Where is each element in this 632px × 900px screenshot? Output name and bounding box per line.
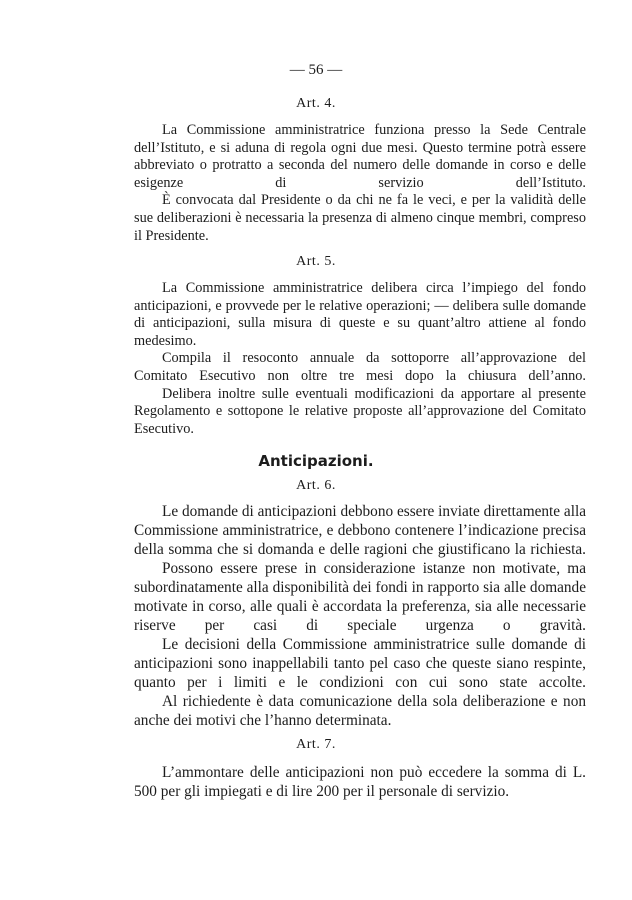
article-5-paragraph-1: La Commissione amministratrice delibera circa l’impiego del fondo anticipazioni, e provvede per le relative operazioni; — delibera sulle domande di anticipazioni, sulla misura di queste e su quant’altro attiene al fondo medesimo. bbox=[134, 280, 586, 349]
article-4-paragraph-1: La Commissione amministratrice funziona presso la Sede Centrale dell’Istituto, e si aduna di regola ogni due mesi. Questo termine potrà essere abbreviato o protratto a seconda del numero delle domande in corso e delle esigenze di servizio dell’Istituto. bbox=[134, 122, 586, 191]
article-6-heading: Art. 6. bbox=[296, 478, 336, 493]
article-7-paragraph-1: L’ammontare delle anticipazioni non può eccedere la somma di L. 500 per gli impiegati e di lire 200 per il personale di servizio. bbox=[134, 764, 586, 800]
article-6-paragraph-1: Le domande di anticipazioni debbono essere inviate direttamente alla Commissione amministratrice, e debbono contenere l’indicazione precisa della somma che si domanda e delle ragioni che giustificano la richiesta. bbox=[134, 503, 586, 558]
article-4-body bbox=[134, 122, 586, 245]
section-title: Anticipazioni. bbox=[258, 452, 374, 470]
article-6-paragraph-3: Le decisioni della Commissione amministratrice sulle domande di anticipazioni sono inappellabili tanto pel caso che queste siano respinte, quanto per i limiti e le condizioni con cui sono state accolte. bbox=[134, 636, 586, 691]
article-6-body bbox=[134, 502, 586, 730]
article-4-paragraph-2: È convocata dal Presidente o da chi ne fa le veci, e per la validità delle sue deliberazioni è necessaria la presenza di almeno cinque membri, compreso il Presidente. bbox=[134, 192, 586, 244]
article-4-heading: Art. 4. bbox=[296, 96, 336, 111]
article-6-paragraph-4: Al richiedente è data comunicazione della sola deliberazione e non anche dei motivi che l’hanno determinata. bbox=[134, 693, 586, 729]
article-5-paragraph-3: Delibera inoltre sulle eventuali modificazioni da apportare al presente Regolamento e sottopone le relative proposte all’approvazione del Comitato Esecutivo. bbox=[134, 385, 586, 437]
article-6-paragraph-2: Possono essere prese in considerazione istanze non motivate, ma subordinatamente alla disponibilità dei fondi in rapporto sia alle domande motivate in corso, alle quali è accordata la preferenza, sia alle necessarie riserve per casi di speciale urgenza o gravità. bbox=[134, 560, 586, 634]
article-5-body bbox=[134, 280, 586, 438]
article-7-body bbox=[134, 763, 586, 801]
article-7-heading: Art. 7. bbox=[296, 737, 336, 752]
article-5-heading: Art. 5. bbox=[296, 254, 336, 269]
article-5-paragraph-2: Compila il resoconto annuale da sottoporre all’approvazione del Comitato Esecutivo non oltre tre mesi dopo la chiusura dell’anno. bbox=[134, 350, 586, 384]
page-number: — 56 — bbox=[289, 62, 343, 78]
